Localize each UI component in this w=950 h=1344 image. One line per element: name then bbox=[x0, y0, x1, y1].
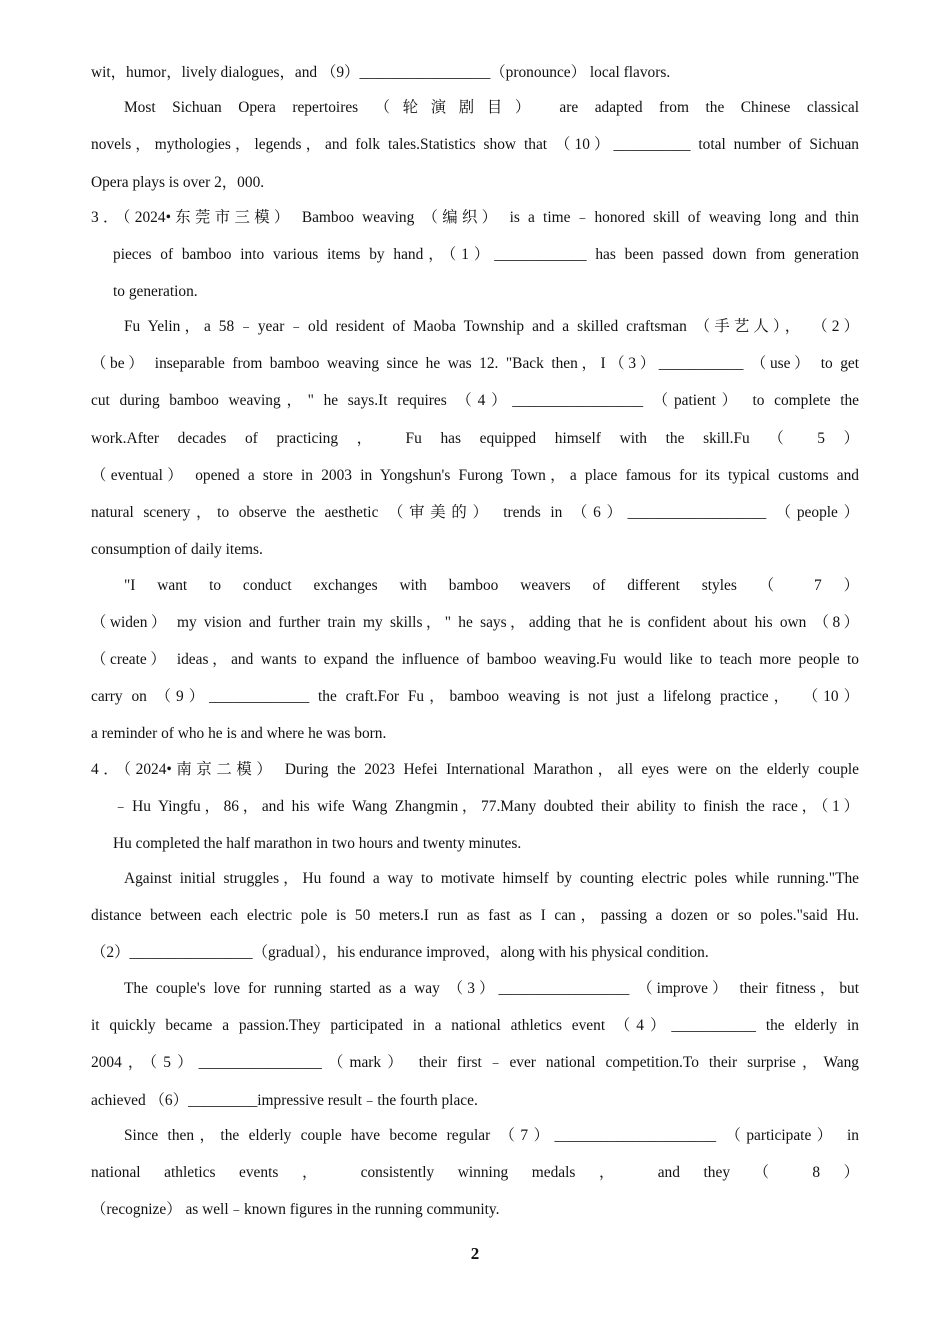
text-line: Against initial struggles，Hu found a way to motivate himself by counting electric poles while running."The bbox=[124, 870, 859, 887]
text-line: ﹣Hu Yingfu，86，and his wife Wang Zhangmin，77.Many doubted their ability to finish the race，（1） bbox=[113, 798, 859, 815]
text-line: cut during bamboo weaving，" he says.It requires （4）_________________ （patient） to complete the bbox=[91, 392, 859, 409]
text-line: 3．（2024•东莞市三模） Bamboo weaving （编织） is a time﹣honored skill of weaving long and thin bbox=[91, 209, 859, 226]
text-line: consumption of daily items. bbox=[91, 541, 263, 558]
text-line: distance between each electric pole is 50 meters.I run as fast as I can，passing a dozen or so poles."said Hu. bbox=[91, 907, 859, 924]
text-line: （recognize） as well﹣known figures in the running community. bbox=[91, 1201, 500, 1218]
text-line: Fu Yelin，a 58﹣year﹣old resident of Maoba Township and a skilled craftsman （手艺人）， （2） bbox=[124, 318, 859, 335]
text-line: （2）________________（gradual），his endurance improved，along with his physical condition. bbox=[91, 944, 709, 961]
text-line: carry on （9）_____________ the craft.For Fu，bamboo weaving is not just a lifelong practice， （10） bbox=[91, 688, 859, 705]
text-line: 4．（2024•南京二模） During the 2023 Hefei International Marathon，all eyes were on the elderly couple bbox=[91, 761, 859, 778]
text-line: novels，mythologies，legends，and folk tales.Statistics show that （10）__________ total number of Sichuan bbox=[91, 136, 859, 153]
text-line: 2004，（5）________________（mark） their first﹣ever national competition.To their surprise，Wang bbox=[91, 1054, 859, 1071]
text-line: it quickly became a passion.They participated in a national athletics event （4）___________ the elderly in bbox=[91, 1017, 859, 1034]
text-line: national athletics events ， consistently winning medals ， and they （ 8 ） bbox=[91, 1164, 859, 1181]
text-line: wit，humor，lively dialogues，and （9）_________________（pronounce） local flavors. bbox=[91, 64, 671, 81]
text-line: pieces of bamboo into various items by hand，（1）____________ has been passed down from generation bbox=[113, 246, 859, 263]
text-line: achieved （6）_________impressive result﹣the fourth place. bbox=[91, 1092, 478, 1109]
text-line: natural scenery，to observe the aesthetic （审美的） trends in （6）__________________ （people） bbox=[91, 504, 859, 521]
text-line: a reminder of who he is and where he was born. bbox=[91, 725, 387, 742]
text-line: to generation. bbox=[113, 283, 198, 300]
text-line: The couple's love for running started as a way （3）_________________ （improve） their fitness，but bbox=[124, 980, 859, 997]
text-line: work.After decades of practicing ， Fu has equipped himself with the skill.Fu （ 5 ） bbox=[91, 430, 859, 447]
page-number: 2 bbox=[470, 1244, 480, 1263]
text-line: Since then，the elderly couple have become regular （7）_____________________ （participate） in bbox=[124, 1127, 859, 1144]
text-line: Most Sichuan Opera repertoires （轮演剧目） are adapted from the Chinese classical bbox=[124, 99, 859, 116]
text-line: （create） ideas，and wants to expand the influence of bamboo weaving.Fu would like to teach more people to bbox=[91, 651, 859, 668]
text-line: Opera plays is over 2，000. bbox=[91, 174, 265, 191]
text-line: "I want to conduct exchanges with bamboo weavers of different styles （ 7 ） bbox=[124, 577, 859, 594]
text-line: Hu completed the half marathon in two hours and twenty minutes. bbox=[113, 835, 522, 852]
text-line: （eventual） opened a store in 2003 in Yongshun's Furong Town，a place famous for its typical customs and bbox=[91, 467, 859, 484]
text-line: （widen） my vision and further train my skills，" he says，adding that he is confident about his own （8） bbox=[91, 614, 859, 631]
text-line: （be） inseparable from bamboo weaving since he was 12. "Back then，I（3）___________ （use） to get bbox=[91, 355, 859, 372]
